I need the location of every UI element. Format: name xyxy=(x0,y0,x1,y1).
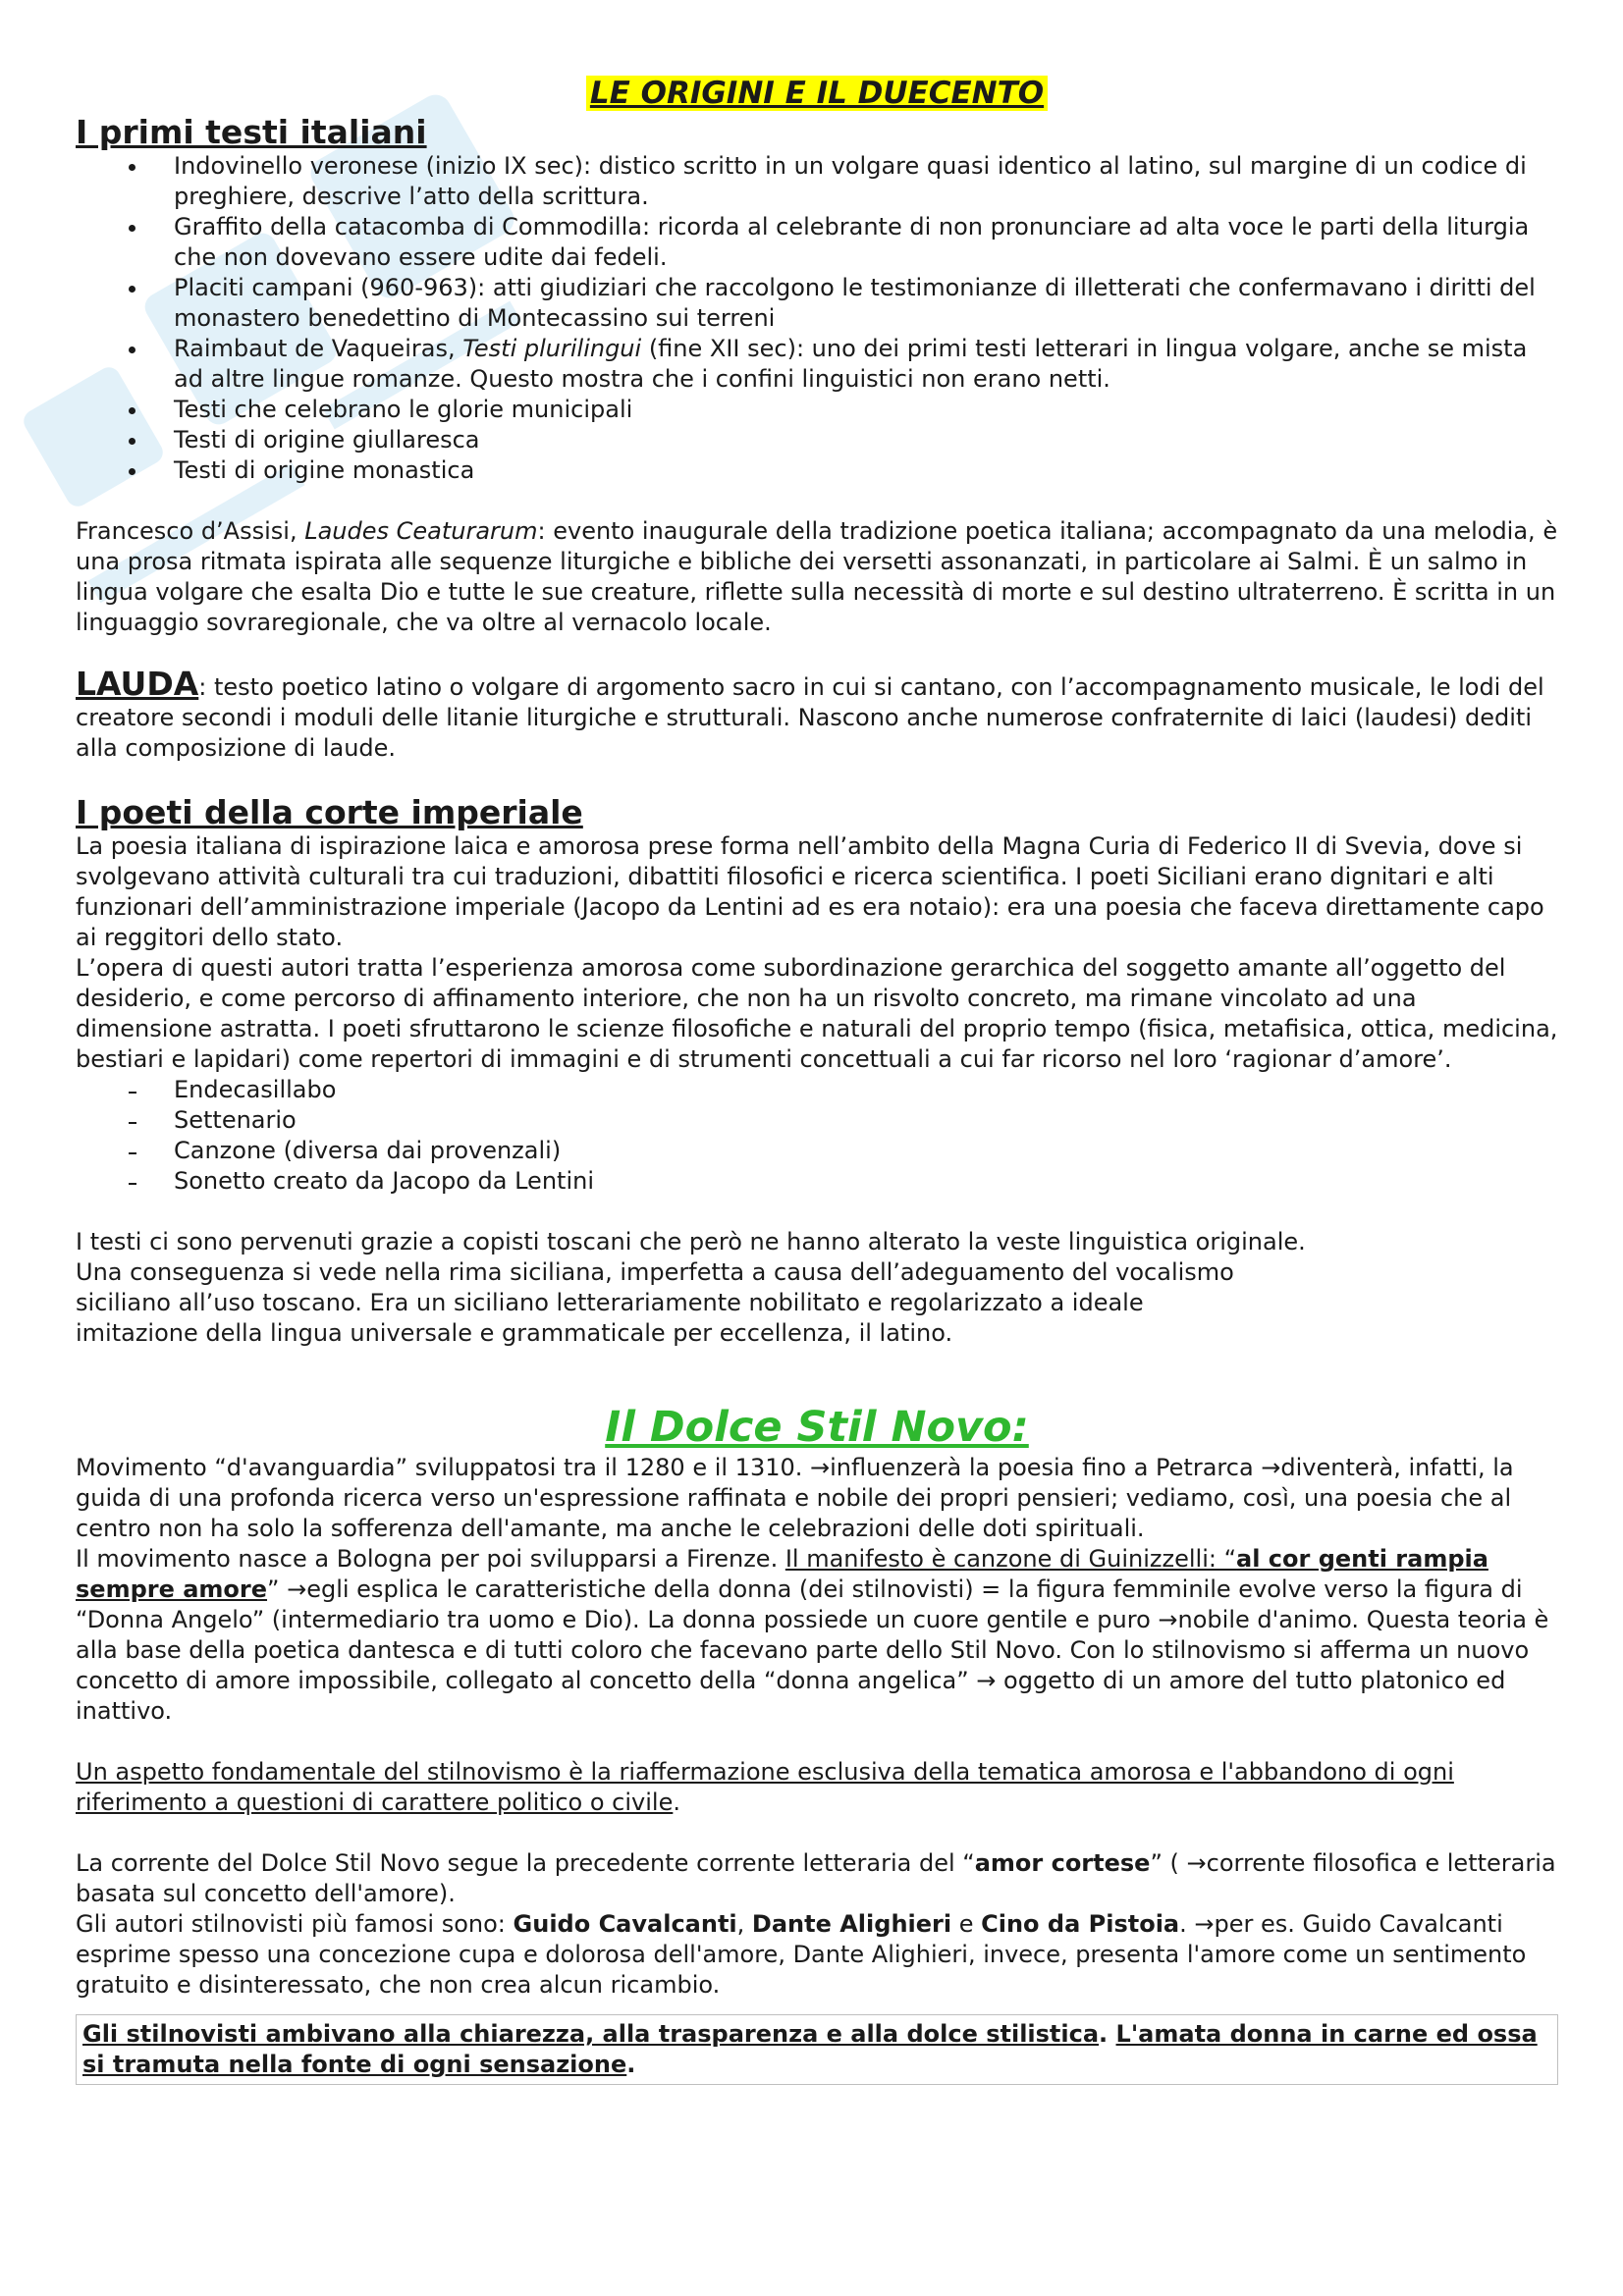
stil-paragraph-5: Gli autori stilnovisti più famosi sono: Guido Cavalcanti, Dante Alighieri e Cino da Pistoia. →per es. Guido Cavalcanti esprime spesso una concezione cupa e dolorosa dell'amore, Dante Alighieri, invece, presenta l'amore come un sentimento gratuito e disinteressato, che non crea alcun ricambio. xyxy=(76,1910,1527,1999)
list-item: Endecasillabo xyxy=(174,1075,1558,1105)
section-heading-primi-testi: I primi testi italiani xyxy=(76,113,427,151)
list-item: Settenario xyxy=(174,1105,1558,1136)
text-line: Una conseguenza si vede nella rima siciliana, imperfetta a causa dell’adeguamento del vocalismo xyxy=(76,1258,1234,1286)
document-content xyxy=(76,75,1558,2085)
summary-box: Gli stilnovisti ambivano alla chiarezza, alla trasparenza e alla dolce stilistica. L'amata donna in carne ed ossa si tramuta nella fonte di ogni sensazione. xyxy=(76,2014,1558,2085)
francesco-paragraph: Francesco d’Assisi, Laudes Ceaturarum: evento inaugurale della tradizione poetica italiana; accompagnato da una melodia, è una prosa ritmata ispirata alle sequenze liturgiche e bibliche dei versetti assonanzati, in particolare ai Salmi. È un salmo in lingua volgare che esalta Dio e tutte le sue creature, riflette sulla necessità di morte e sul destino ultraterreno. È scritta in un linguaggio sovraregionale, che va oltre al vernacolo locale. xyxy=(76,517,1558,636)
poeti-paragraph-1: La poesia italiana di ispirazione laica e amorosa prese forma nell’ambito della Magna Curia di Federico II di Svevia, dove si svolgevano attività culturali tra cui traduzioni, dibattiti filosofici e ricerca scientifica. I poeti Siciliani erano dignitari e alti funzionari dell’amministrazione imperiale (Jacopo da Lentini ad es era notaio): era una poesia che faceva direttamente capo ai reggitori dello stato. xyxy=(76,832,1544,951)
stil-paragraph-1: Movimento “d'avanguardia” sviluppatosi tra il 1280 e il 1310. →influenzerà la poesia fino a Petrarca →diventerà, infatti, la guida di una profonda ricerca verso un'espressione raffinata e nobile dei propri pensieri; vediamo, così, una poesia che al centro non ha solo la sofferenza dell'amante, ma anche le celebrazioni delle doti spirituali. xyxy=(76,1454,1514,1542)
primi-testi-list xyxy=(76,151,1558,486)
section-heading-poeti: I poeti della corte imperiale xyxy=(76,793,583,831)
list-item: Raimbaut de Vaqueiras, Testi plurilingui (fine XII sec): uno dei primi testi letterari in lingua volgare, anche se mista ad altre lingue romanze. Questo mostra che i confini linguistici non erano netti. xyxy=(174,334,1558,395)
list-item: Testi di origine giullaresca xyxy=(174,425,1558,455)
section-heading-stil-novo: Il Dolce Stil Novo: xyxy=(605,1403,1029,1452)
stil-paragraph-3: Un aspetto fondamentale del stilnovismo è la riaffermazione esclusiva della tematica amorosa e l'abbandono di ogni riferimento a questioni di carattere politico o civile. xyxy=(76,1758,1454,1816)
stil-paragraph-4: La corrente del Dolce Stil Novo segue la precedente corrente letteraria del “amor cortese” ( →corrente filosofica e letteraria basata sul concetto dell'amore). xyxy=(76,1849,1556,1907)
lauda-paragraph: LAUDA: testo poetico latino o volgare di argomento sacro in cui si cantano, con l’accompagnamento musicale, le lodi del creatore secondi i moduli delle litanie liturgiche e strutturali. Nascono anche numerose confraternite di laici (laudesi) dediti alla composizione di laude. xyxy=(76,665,1544,762)
page-title: LE ORIGINI E IL DUECENTO xyxy=(76,75,1558,112)
text-line: I testi ci sono pervenuti grazie a copisti toscani che però ne hanno alterato la veste linguistica originale. xyxy=(76,1228,1306,1255)
list-item: Canzone (diversa dai provenzali) xyxy=(174,1136,1558,1166)
poetic-forms-list xyxy=(76,1075,1558,1197)
list-item: Testi di origine monastica xyxy=(174,455,1558,486)
list-item: Graffito della catacomba di Commodilla: ricorda al celebrante di non pronunciare ad alta voce le parti della liturgia che non dovevano essere udite dai fedeli. xyxy=(174,212,1558,273)
list-item: Testi che celebrano le glorie municipali xyxy=(174,395,1558,425)
poeti-paragraph-2: L’opera di questi autori tratta l’esperienza amorosa come subordinazione gerarchica del soggetto amante all’oggetto del desiderio, e come percorso di affinamento interiore, che non ha un risvolto concreto, ma rimane vincolato ad una dimensione astratta. I poeti sfruttarono le scienze filosofiche e naturali del proprio tempo (fisica, metafisica, ottica, medicina, bestiari e lapidari) come repertori di immagini e di strumenti concettuali a cui far ricorso nel loro ‘ragionar d’amore’. xyxy=(76,954,1558,1073)
guinizzelli-verse: al cor genti rampia sempre amore xyxy=(76,1545,1488,1603)
lauda-term: LAUDA xyxy=(76,665,199,703)
list-item: Indovinello veronese (inizio IX sec): distico scritto in un volgare quasi identico al latino, sul margine di un codice di preghiere, descrive l’atto della scrittura. xyxy=(174,151,1558,212)
text-line: siciliano all’uso toscano. Era un siciliano letterariamente nobilitato e regolarizzato a ideale xyxy=(76,1289,1144,1316)
list-item: Sonetto creato da Jacopo da Lentini xyxy=(174,1166,1558,1197)
text-line: imitazione della lingua universale e grammaticale per eccellenza, il latino. xyxy=(76,1319,953,1347)
stil-paragraph-2: Il movimento nasce a Bologna per poi svilupparsi a Firenze. Il manifesto è canzone di Guinizzelli: “al cor genti rampia sempre amore” →egli esplica le caratteristiche della donna (dei stilnovisti) = la figura femminile evolve verso la figura di “Donna Angelo” (intermediario tra uomo e Dio). La donna possiede un cuore gentile e puro →nobile d'animo. Questa teoria è alla base della poetica dantesca e di tutti coloro che facevano parte dello Stil Novo. Con lo stilnovismo si afferma un nuovo concetto di amore impossibile, collegato al concetto della “donna angelica” → oggetto di un amore del tutto platonico ed inattivo. xyxy=(76,1545,1549,1725)
list-item: Placiti campani (960-963): atti giudiziari che raccolgono le testimonianze di illetterati che confermavano i diritti del monastero benedettino di Montecassino sui terreni xyxy=(174,273,1558,334)
copisti-paragraph xyxy=(76,1227,1558,1349)
